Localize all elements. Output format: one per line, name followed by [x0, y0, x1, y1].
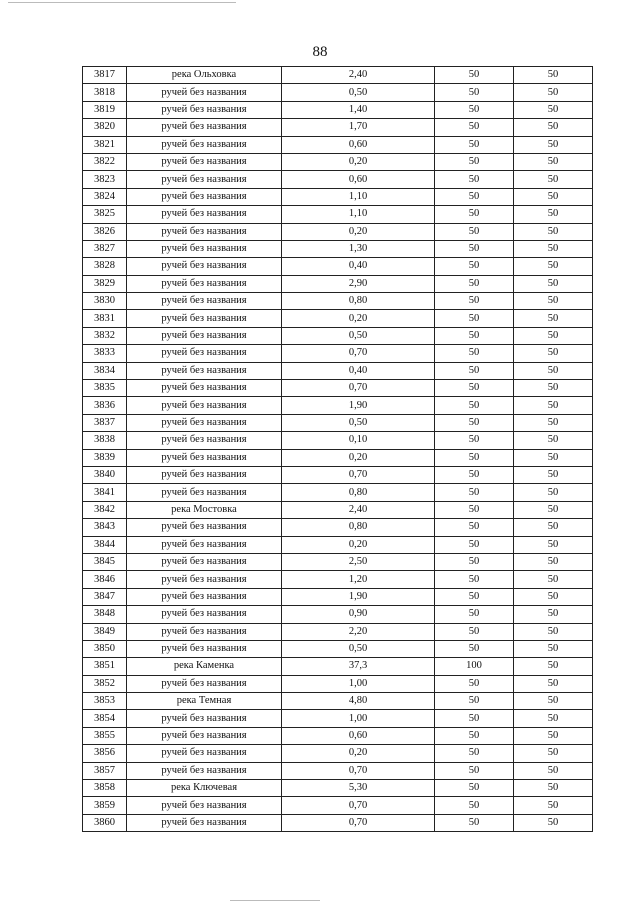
- length-cell: 0,20: [282, 449, 435, 466]
- row-number-cell: 3825: [83, 206, 127, 223]
- row-number-cell: 3853: [83, 693, 127, 710]
- zone-width-cell: 50: [435, 640, 514, 657]
- strip-width-cell: 50: [514, 171, 593, 188]
- zone-width-cell: 50: [435, 727, 514, 744]
- row-number-cell: 3843: [83, 519, 127, 536]
- zone-width-cell: 50: [435, 449, 514, 466]
- length-cell: 5,30: [282, 780, 435, 797]
- table-row: [83, 693, 593, 710]
- water-body-name-cell: ручей без названия: [127, 397, 282, 414]
- strip-width-cell: 50: [514, 153, 593, 170]
- water-body-name-cell: ручей без названия: [127, 275, 282, 292]
- zone-width-cell: 50: [435, 240, 514, 257]
- water-body-name-cell: ручей без названия: [127, 623, 282, 640]
- water-body-name-cell: ручей без названия: [127, 432, 282, 449]
- row-number-cell: 3824: [83, 188, 127, 205]
- strip-width-cell: 50: [514, 484, 593, 501]
- zone-width-cell: 50: [435, 136, 514, 153]
- length-cell: 2,50: [282, 553, 435, 570]
- water-body-name-cell: ручей без названия: [127, 258, 282, 275]
- water-body-name-cell: ручей без названия: [127, 484, 282, 501]
- row-number-cell: 3839: [83, 449, 127, 466]
- row-number-cell: 3849: [83, 623, 127, 640]
- length-cell: 1,70: [282, 119, 435, 136]
- water-bodies-table: [82, 66, 593, 832]
- water-body-name-cell: река Ольховка: [127, 67, 282, 84]
- row-number-cell: 3842: [83, 501, 127, 518]
- strip-width-cell: 50: [514, 501, 593, 518]
- water-body-name-cell: ручей без названия: [127, 345, 282, 362]
- water-body-name-cell: ручей без названия: [127, 188, 282, 205]
- water-body-name-cell: ручей без названия: [127, 449, 282, 466]
- zone-width-cell: 100: [435, 658, 514, 675]
- length-cell: 0,20: [282, 153, 435, 170]
- row-number-cell: 3857: [83, 762, 127, 779]
- zone-width-cell: 50: [435, 780, 514, 797]
- strip-width-cell: 50: [514, 623, 593, 640]
- row-number-cell: 3829: [83, 275, 127, 292]
- table-row: [83, 745, 593, 762]
- zone-width-cell: 50: [435, 310, 514, 327]
- length-cell: 1,10: [282, 188, 435, 205]
- row-number-cell: 3855: [83, 727, 127, 744]
- water-body-name-cell: ручей без названия: [127, 206, 282, 223]
- water-body-name-cell: ручей без названия: [127, 675, 282, 692]
- row-number-cell: 3819: [83, 101, 127, 118]
- length-cell: 0,60: [282, 171, 435, 188]
- strip-width-cell: 50: [514, 188, 593, 205]
- table-row: [83, 432, 593, 449]
- row-number-cell: 3832: [83, 327, 127, 344]
- length-cell: 1,00: [282, 710, 435, 727]
- water-body-name-cell: ручей без названия: [127, 797, 282, 814]
- table-row: [83, 345, 593, 362]
- strip-width-cell: 50: [514, 380, 593, 397]
- water-body-name-cell: река Мостовка: [127, 501, 282, 518]
- strip-width-cell: 50: [514, 658, 593, 675]
- table-row: [83, 797, 593, 814]
- zone-width-cell: 50: [435, 519, 514, 536]
- table-row: [83, 658, 593, 675]
- zone-width-cell: 50: [435, 327, 514, 344]
- strip-width-cell: 50: [514, 710, 593, 727]
- strip-width-cell: 50: [514, 553, 593, 570]
- length-cell: 0,70: [282, 380, 435, 397]
- table-body: [83, 67, 593, 832]
- zone-width-cell: 50: [435, 84, 514, 101]
- row-number-cell: 3827: [83, 240, 127, 257]
- strip-width-cell: 50: [514, 762, 593, 779]
- water-body-name-cell: ручей без названия: [127, 814, 282, 831]
- page-number: 88: [312, 44, 328, 60]
- table-row: [83, 519, 593, 536]
- length-cell: 0,70: [282, 345, 435, 362]
- water-body-name-cell: ручей без названия: [127, 84, 282, 101]
- water-body-name-cell: ручей без названия: [127, 240, 282, 257]
- zone-width-cell: 50: [435, 501, 514, 518]
- length-cell: 1,90: [282, 588, 435, 605]
- table-row: [83, 397, 593, 414]
- length-cell: 0,70: [282, 814, 435, 831]
- zone-width-cell: 50: [435, 814, 514, 831]
- zone-width-cell: 50: [435, 762, 514, 779]
- strip-width-cell: 50: [514, 432, 593, 449]
- length-cell: 1,90: [282, 397, 435, 414]
- zone-width-cell: 50: [435, 571, 514, 588]
- table-row: [83, 362, 593, 379]
- length-cell: 0,10: [282, 432, 435, 449]
- table-row: [83, 536, 593, 553]
- zone-width-cell: 50: [435, 484, 514, 501]
- strip-width-cell: 50: [514, 814, 593, 831]
- zone-width-cell: 50: [435, 275, 514, 292]
- water-body-name-cell: ручей без названия: [127, 762, 282, 779]
- strip-width-cell: 50: [514, 606, 593, 623]
- length-cell: 2,90: [282, 275, 435, 292]
- strip-width-cell: 50: [514, 675, 593, 692]
- water-body-name-cell: река Ключевая: [127, 780, 282, 797]
- length-cell: 2,40: [282, 67, 435, 84]
- zone-width-cell: 50: [435, 588, 514, 605]
- zone-width-cell: 50: [435, 345, 514, 362]
- table-row: [83, 553, 593, 570]
- scan-artifact-top: [8, 2, 236, 3]
- length-cell: 2,40: [282, 501, 435, 518]
- length-cell: 0,40: [282, 362, 435, 379]
- row-number-cell: 3844: [83, 536, 127, 553]
- row-number-cell: 3835: [83, 380, 127, 397]
- zone-width-cell: 50: [435, 623, 514, 640]
- strip-width-cell: 50: [514, 519, 593, 536]
- row-number-cell: 3847: [83, 588, 127, 605]
- length-cell: 37,3: [282, 658, 435, 675]
- table-row: [83, 380, 593, 397]
- water-body-name-cell: ручей без названия: [127, 362, 282, 379]
- water-body-name-cell: ручей без названия: [127, 101, 282, 118]
- zone-width-cell: 50: [435, 432, 514, 449]
- water-body-name-cell: ручей без названия: [127, 293, 282, 310]
- length-cell: 1,00: [282, 675, 435, 692]
- table-row: [83, 675, 593, 692]
- strip-width-cell: 50: [514, 84, 593, 101]
- water-body-name-cell: ручей без названия: [127, 171, 282, 188]
- table-row: [83, 153, 593, 170]
- table-row: [83, 762, 593, 779]
- table-row: [83, 414, 593, 431]
- scan-artifact-bottom: [230, 900, 320, 901]
- strip-width-cell: 50: [514, 136, 593, 153]
- strip-width-cell: 50: [514, 240, 593, 257]
- row-number-cell: 3854: [83, 710, 127, 727]
- table-row: [83, 240, 593, 257]
- zone-width-cell: 50: [435, 675, 514, 692]
- zone-width-cell: 50: [435, 362, 514, 379]
- zone-width-cell: 50: [435, 171, 514, 188]
- water-body-name-cell: ручей без названия: [127, 571, 282, 588]
- length-cell: 0,20: [282, 536, 435, 553]
- water-body-name-cell: ручей без названия: [127, 745, 282, 762]
- length-cell: 0,20: [282, 223, 435, 240]
- zone-width-cell: 50: [435, 536, 514, 553]
- row-number-cell: 3859: [83, 797, 127, 814]
- zone-width-cell: 50: [435, 606, 514, 623]
- table-row: [83, 727, 593, 744]
- table-row: [83, 327, 593, 344]
- strip-width-cell: 50: [514, 223, 593, 240]
- table-row: [83, 710, 593, 727]
- zone-width-cell: 50: [435, 223, 514, 240]
- length-cell: 0,90: [282, 606, 435, 623]
- table-row: [83, 571, 593, 588]
- zone-width-cell: 50: [435, 553, 514, 570]
- strip-width-cell: 50: [514, 258, 593, 275]
- length-cell: 1,40: [282, 101, 435, 118]
- water-body-name-cell: ручей без названия: [127, 327, 282, 344]
- water-body-name-cell: ручей без названия: [127, 414, 282, 431]
- row-number-cell: 3846: [83, 571, 127, 588]
- water-body-name-cell: ручей без названия: [127, 153, 282, 170]
- zone-width-cell: 50: [435, 293, 514, 310]
- length-cell: 0,60: [282, 136, 435, 153]
- row-number-cell: 3852: [83, 675, 127, 692]
- strip-width-cell: 50: [514, 206, 593, 223]
- row-number-cell: 3838: [83, 432, 127, 449]
- length-cell: 0,40: [282, 258, 435, 275]
- water-body-name-cell: ручей без названия: [127, 727, 282, 744]
- row-number-cell: 3818: [83, 84, 127, 101]
- row-number-cell: 3828: [83, 258, 127, 275]
- zone-width-cell: 50: [435, 693, 514, 710]
- zone-width-cell: 50: [435, 380, 514, 397]
- table-row: [83, 814, 593, 831]
- length-cell: 0,20: [282, 310, 435, 327]
- table-row: [83, 449, 593, 466]
- zone-width-cell: 50: [435, 153, 514, 170]
- length-cell: 0,60: [282, 727, 435, 744]
- table-row: [83, 640, 593, 657]
- zone-width-cell: 50: [435, 119, 514, 136]
- length-cell: 0,70: [282, 762, 435, 779]
- table-row: [83, 293, 593, 310]
- water-body-name-cell: ручей без названия: [127, 553, 282, 570]
- length-cell: 2,20: [282, 623, 435, 640]
- row-number-cell: 3856: [83, 745, 127, 762]
- table-row: [83, 275, 593, 292]
- row-number-cell: 3833: [83, 345, 127, 362]
- table-row: [83, 606, 593, 623]
- row-number-cell: 3834: [83, 362, 127, 379]
- strip-width-cell: 50: [514, 640, 593, 657]
- strip-width-cell: 50: [514, 397, 593, 414]
- table-row: [83, 136, 593, 153]
- water-body-name-cell: ручей без названия: [127, 466, 282, 483]
- strip-width-cell: 50: [514, 449, 593, 466]
- length-cell: 1,10: [282, 206, 435, 223]
- row-number-cell: 3845: [83, 553, 127, 570]
- zone-width-cell: 50: [435, 188, 514, 205]
- table-row: [83, 171, 593, 188]
- strip-width-cell: 50: [514, 327, 593, 344]
- water-body-name-cell: ручей без названия: [127, 223, 282, 240]
- table-row: [83, 101, 593, 118]
- length-cell: 1,20: [282, 571, 435, 588]
- strip-width-cell: 50: [514, 536, 593, 553]
- strip-width-cell: 50: [514, 797, 593, 814]
- water-body-name-cell: ручей без названия: [127, 588, 282, 605]
- row-number-cell: 3858: [83, 780, 127, 797]
- table-row: [83, 310, 593, 327]
- length-cell: 0,80: [282, 519, 435, 536]
- length-cell: 4,80: [282, 693, 435, 710]
- strip-width-cell: 50: [514, 571, 593, 588]
- row-number-cell: 3840: [83, 466, 127, 483]
- zone-width-cell: 50: [435, 258, 514, 275]
- table-row: [83, 484, 593, 501]
- row-number-cell: 3841: [83, 484, 127, 501]
- length-cell: 0,70: [282, 797, 435, 814]
- strip-width-cell: 50: [514, 293, 593, 310]
- strip-width-cell: 50: [514, 693, 593, 710]
- row-number-cell: 3826: [83, 223, 127, 240]
- table-row: [83, 588, 593, 605]
- strip-width-cell: 50: [514, 310, 593, 327]
- zone-width-cell: 50: [435, 414, 514, 431]
- zone-width-cell: 50: [435, 745, 514, 762]
- zone-width-cell: 50: [435, 206, 514, 223]
- row-number-cell: 3820: [83, 119, 127, 136]
- water-body-name-cell: ручей без названия: [127, 710, 282, 727]
- strip-width-cell: 50: [514, 780, 593, 797]
- row-number-cell: 3821: [83, 136, 127, 153]
- table-row: [83, 223, 593, 240]
- water-body-name-cell: ручей без названия: [127, 310, 282, 327]
- water-body-name-cell: ручей без названия: [127, 136, 282, 153]
- table-row: [83, 466, 593, 483]
- strip-width-cell: 50: [514, 67, 593, 84]
- strip-width-cell: 50: [514, 345, 593, 362]
- length-cell: 0,50: [282, 640, 435, 657]
- length-cell: 1,30: [282, 240, 435, 257]
- strip-width-cell: 50: [514, 119, 593, 136]
- length-cell: 0,80: [282, 484, 435, 501]
- row-number-cell: 3823: [83, 171, 127, 188]
- strip-width-cell: 50: [514, 101, 593, 118]
- strip-width-cell: 50: [514, 466, 593, 483]
- table-row: [83, 258, 593, 275]
- strip-width-cell: 50: [514, 588, 593, 605]
- strip-width-cell: 50: [514, 414, 593, 431]
- water-body-name-cell: ручей без названия: [127, 606, 282, 623]
- row-number-cell: 3830: [83, 293, 127, 310]
- length-cell: 0,20: [282, 745, 435, 762]
- water-body-name-cell: ручей без названия: [127, 119, 282, 136]
- zone-width-cell: 50: [435, 466, 514, 483]
- length-cell: 0,50: [282, 414, 435, 431]
- table-row: [83, 67, 593, 84]
- strip-width-cell: 50: [514, 275, 593, 292]
- water-body-name-cell: река Каменка: [127, 658, 282, 675]
- table-row: [83, 501, 593, 518]
- water-body-name-cell: ручей без названия: [127, 640, 282, 657]
- row-number-cell: 3822: [83, 153, 127, 170]
- row-number-cell: 3860: [83, 814, 127, 831]
- water-body-name-cell: река Темная: [127, 693, 282, 710]
- length-cell: 0,50: [282, 84, 435, 101]
- table-row: [83, 119, 593, 136]
- row-number-cell: 3836: [83, 397, 127, 414]
- water-body-name-cell: ручей без названия: [127, 519, 282, 536]
- table-row: [83, 623, 593, 640]
- zone-width-cell: 50: [435, 67, 514, 84]
- strip-width-cell: 50: [514, 745, 593, 762]
- length-cell: 0,80: [282, 293, 435, 310]
- table-row: [83, 188, 593, 205]
- table-row: [83, 206, 593, 223]
- strip-width-cell: 50: [514, 727, 593, 744]
- strip-width-cell: 50: [514, 362, 593, 379]
- row-number-cell: 3851: [83, 658, 127, 675]
- length-cell: 0,50: [282, 327, 435, 344]
- zone-width-cell: 50: [435, 710, 514, 727]
- zone-width-cell: 50: [435, 101, 514, 118]
- zone-width-cell: 50: [435, 397, 514, 414]
- length-cell: 0,70: [282, 466, 435, 483]
- table-row: [83, 84, 593, 101]
- row-number-cell: 3837: [83, 414, 127, 431]
- water-body-name-cell: ручей без названия: [127, 380, 282, 397]
- row-number-cell: 3817: [83, 67, 127, 84]
- row-number-cell: 3848: [83, 606, 127, 623]
- table-row: [83, 780, 593, 797]
- zone-width-cell: 50: [435, 797, 514, 814]
- row-number-cell: 3850: [83, 640, 127, 657]
- row-number-cell: 3831: [83, 310, 127, 327]
- water-body-name-cell: ручей без названия: [127, 536, 282, 553]
